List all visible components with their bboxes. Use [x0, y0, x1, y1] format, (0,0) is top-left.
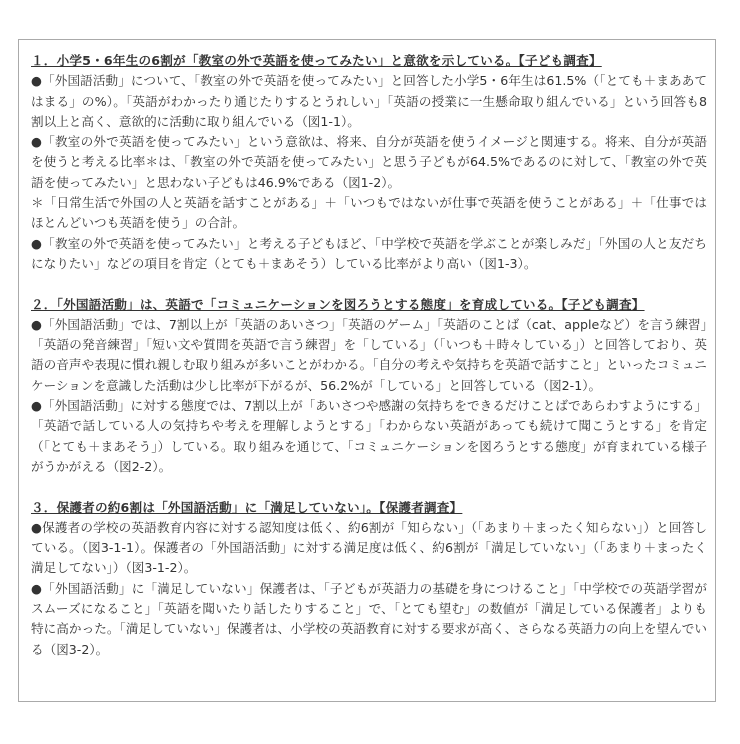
section-1-paragraph-2: ●「教室の外で英語を使ってみたい」という意欲は、将来、自分が英語を使うイメージと関連する。将来、自分が英語を使うと考える比率＊は、「教室の外で英語を使ってみたい」と思う子どもが64.5%であるのに対して、「教室の外で英語を使ってみたい」と思わない子どもは46.9%である（図1-2）。 — [31, 134, 707, 190]
section-2-heading: ２．「外国語活動」は、英語で「コミュニケーションを図ろうとする態度」を育成している。【子ども調査】 — [31, 296, 645, 312]
section-3-paragraph-1: ●保護者の学校の英語教育内容に対する認知度は低く、約6割が「知らない」（「あまり＋まったく知らない」）と回答している。（図3-1-1）。保護者の「外国語活動」に対する満足度は低く、約6割が「満足していない」（「あまり＋まったく満足してない」）（図3-1-2）。 — [31, 519, 707, 576]
report-content — [31, 51, 707, 660]
section-2-paragraph-1: ●「外国語活動」では、7割以上が「英語のあいさつ」「英語のゲーム」「英語のことば（cat、appleなど）を言う練習」「英語の発音練習」「短い文や質問を英語で言う練習」を「している」（「いつも＋時々している」）と回答しており、英語の音声や表現に慣れ親しむ取り組みが多いことがわかる。「自分の考えや気持ちを英語で話すこと」といったコミュニケーションを意識した活動は少し比率が下がるが、56.2%が「している」と回答している（図2-1）。 — [31, 316, 707, 393]
section-3-paragraph-2: ●「外国語活動」に「満足していない」保護者は、「子どもが英語力の基礎を身につけること」「中学校での英語学習がスムーズになること」「英語を聞いたり話したりすること」で、「とても望む」の数値が「満足している保護者」よりも特に高かった。「満足していない」保護者は、小学校の英語教育に対する要求が高く、さらなる英語力の向上を望んでいる（図3-2）。 — [31, 580, 707, 657]
section-1-footnote: ＊「日常生活で外国の人と英語を話すことがある」＋「いつもではないが仕事で英語を使うことがある」＋「仕事ではほとんどいつも英語を使う」の合計。 — [31, 195, 707, 231]
section-1-heading: １．小学5・6年生の6割が「教室の外で英語を使ってみたい」と意欲を示している。【子ども調査】 — [31, 53, 602, 68]
section-3-heading: ３．保護者の約6割は「外国語活動」に「満足していない」。【保護者調査】 — [31, 499, 463, 515]
report-summary-box — [18, 39, 716, 702]
section-spacer — [31, 274, 707, 294]
section-2-paragraph-2: ●「外国語活動」に対する態度では、7割以上が「あいさつや感謝の気持ちをできるだけことばであらわすようにする」「英語で話している人の気持ちや考えを理解しようとする」「わからない英語があっても続けて聞こうとする」を肯定（「とても＋まあそう」）している。取り組みを通じて、「コミュニケーションを図ろうとする態度」が育まれている様子がうかがえる（図2-2）。 — [31, 398, 707, 474]
section-1-paragraph-3: ●「教室の外で英語を使ってみたい」と考える子どもほど、「中学校で英語を学ぶことが楽しみだ」「外国の人と友だちになりたい」などの項目を肯定（とても＋まあそう）している比率がより高い（図1-3）。 — [31, 235, 707, 271]
section-spacer — [31, 477, 707, 497]
section-1-paragraph-1: ●「外国語活動」について、「教室の外で英語を使ってみたい」と回答した小学5・6年生は61.5%（「とても＋まああてはまる」の%）。「英語がわかったり通じたりするとうれしい」「英語の授業に一生懸命取り組んでいる」という回答も8割以上と高く、意欲的に活動に取り組んでいる（図1-1）。 — [31, 73, 707, 129]
